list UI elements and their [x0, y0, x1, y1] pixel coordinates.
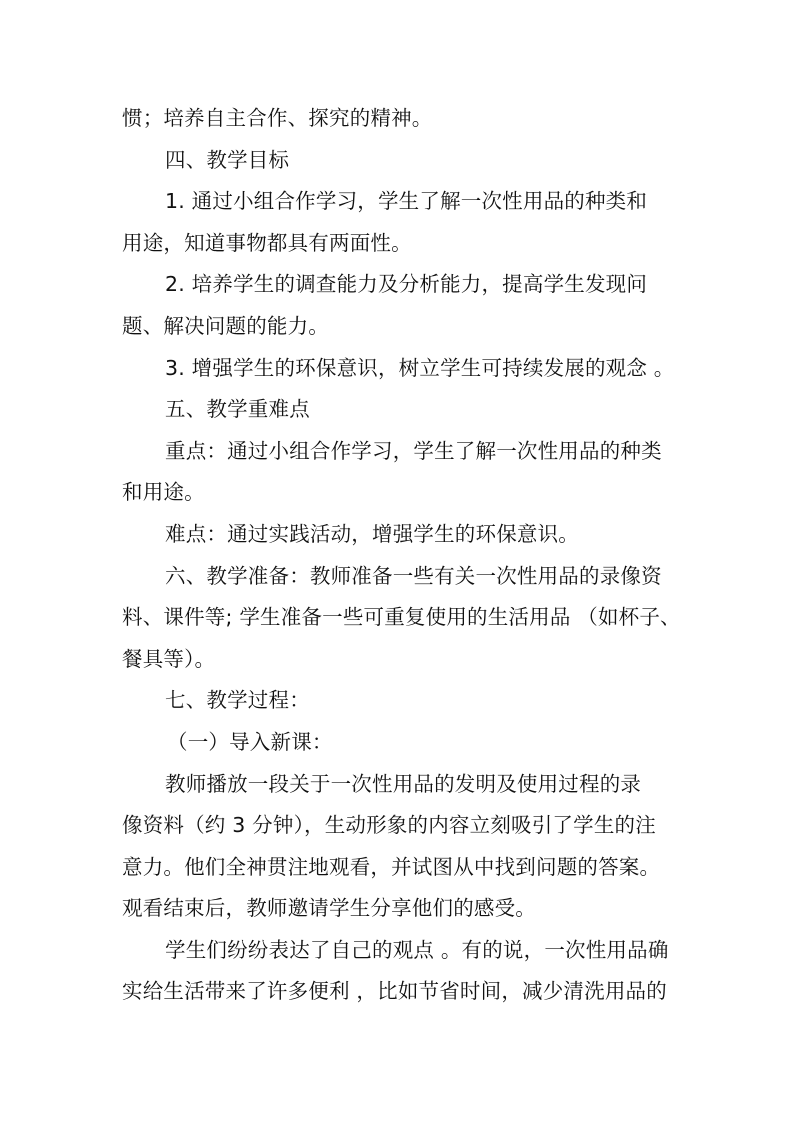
text-line: 餐具等）。	[122, 646, 216, 671]
section-heading-key-points: 五、教学重难点	[165, 397, 310, 422]
text-line: 1. 通过小组合作学习，学生了解一次性用品的种类和	[165, 189, 648, 214]
subsection-heading-introduction: （一）导入新课：	[167, 729, 333, 754]
text-line: 难点：通过实践活动，增强学生的环保意识。	[165, 521, 579, 546]
body-text	[122, 98, 682, 1013]
text-line: 惯；培养自主合作、探究的精神。	[122, 106, 433, 130]
section-heading-teaching-goals: 四、教学目标	[165, 147, 290, 172]
text-line: 和用途。	[122, 480, 205, 505]
text-line: 题、解决问题的能力。	[122, 313, 329, 338]
text-line: 学生们纷纷表达了自己的观点 。有的说，一次性用品确	[165, 937, 669, 962]
text-line: 2. 培养学生的调查能力及分析能力，提高学生发现问	[165, 272, 648, 297]
section-heading-process: 七、教学过程：	[165, 688, 310, 713]
text-line: 实给生活带来了许多便利 ，比如节省时间，减少清洗用品的	[122, 979, 667, 1004]
text-line: 料、课件等; 学生准备一些可重复使用的生活用品 （如杯子、	[122, 605, 681, 630]
text-line: 观看结束后，教师邀请学生分享他们的感受。	[122, 896, 536, 921]
text-line: 重点：通过小组合作学习，学生了解一次性用品的种类	[165, 438, 662, 463]
text-line: 像资料（约 3 分钟），生动形象的内容立刻吸引了学生的注	[122, 813, 656, 838]
text-line: 教师播放一段关于一次性用品的发明及使用过程的录	[165, 771, 642, 796]
text-line: 意力。他们全神贯注地观看，并试图从中找到问题的答案。	[122, 854, 661, 879]
section-heading-preparation: 六、教学准备：教师准备一些有关一次性用品的录像资	[165, 563, 662, 588]
text-line: 用途，知道事物都具有两面性。	[122, 230, 412, 255]
text-line: 3. 增强学生的环保意识，树立学生可持续发展的观念 。	[165, 355, 675, 380]
